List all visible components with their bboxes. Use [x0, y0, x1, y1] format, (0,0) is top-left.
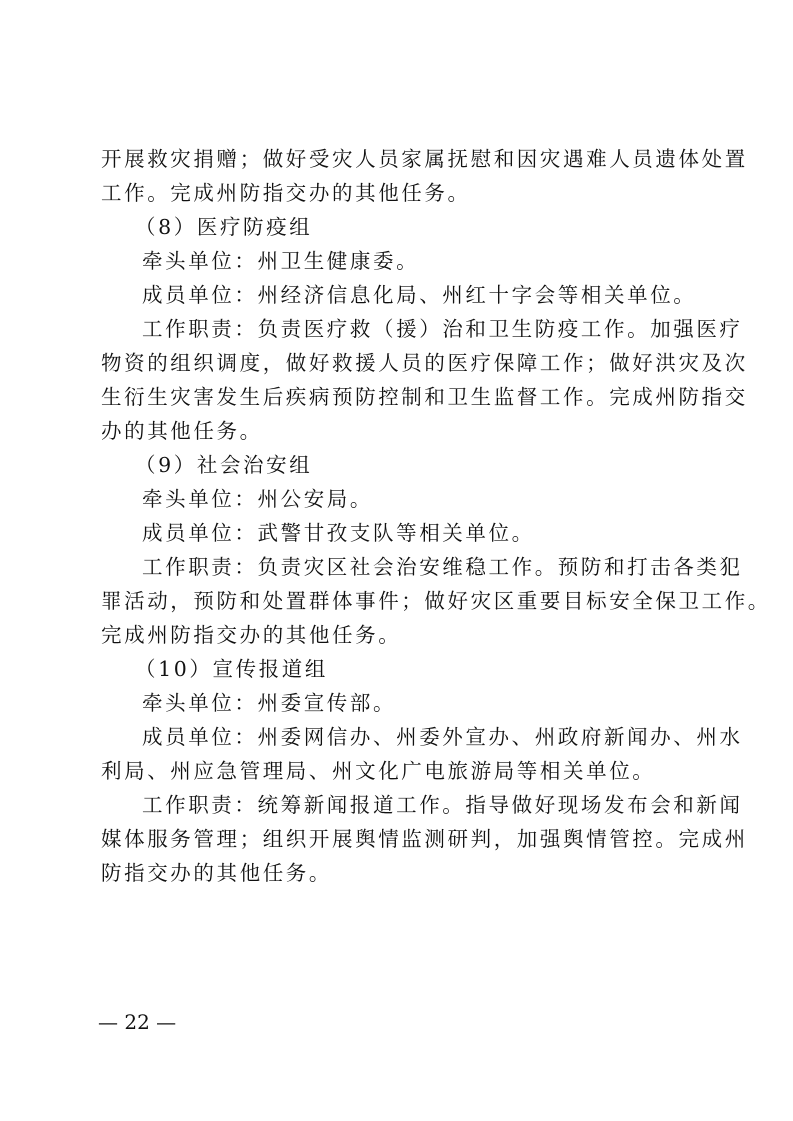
text-line: 成员单位：武警甘孜支队等相关单位。: [142, 521, 535, 545]
page-number: — 22 —: [98, 1010, 177, 1034]
text-line: 牵头单位：州卫生健康委。: [142, 249, 420, 273]
text-line: 工作。完成州防指交办的其他任务。: [101, 181, 471, 205]
document-page: [101, 142, 771, 890]
text-line: 牵头单位：州委宣传部。: [142, 691, 397, 715]
text-line: 罪活动，预防和处置群体事件；做好灾区重要目标安全保卫工作。: [101, 589, 771, 613]
text-line: 防指交办的其他任务。: [101, 861, 332, 885]
text-line: 成员单位：州经济信息化局、州红十字会等相关单位。: [142, 283, 697, 307]
text-line: 工作职责：负责医疗救（援）治和卫生防疫工作。加强医疗: [142, 317, 743, 341]
text-line: 完成州防指交办的其他任务。: [101, 623, 402, 647]
text-line: 媒体服务管理；组织开展舆情监测研判，加强舆情管控。完成州: [101, 827, 748, 851]
text-line: 成员单位：州委网信办、州委外宣办、州政府新闻办、州水: [142, 725, 743, 749]
section-heading: （9）社会治安组: [135, 453, 313, 477]
text-line: 办的其他任务。: [101, 419, 263, 443]
text-line: 生衍生灾害发生后疾病预防控制和卫生监督工作。完成州防指交: [101, 385, 748, 409]
text-line: 开展救灾捐赠；做好受灾人员家属抚慰和因灾遇难人员遗体处置: [101, 147, 748, 171]
text-line: 物资的组织调度，做好救援人员的医疗保障工作；做好洪灾及次: [101, 351, 748, 375]
text-line: 工作职责：负责灾区社会治安维稳工作。预防和打击各类犯: [142, 555, 743, 579]
section-heading: （8）医疗防疫组: [135, 215, 313, 239]
text-line: 利局、州应急管理局、州文化广电旅游局等相关单位。: [101, 759, 656, 783]
text-line: 工作职责：统筹新闻报道工作。指导做好现场发布会和新闻: [142, 793, 743, 817]
section-heading: （10）宣传报道组: [135, 657, 328, 681]
text-line: 牵头单位：州公安局。: [142, 487, 373, 511]
